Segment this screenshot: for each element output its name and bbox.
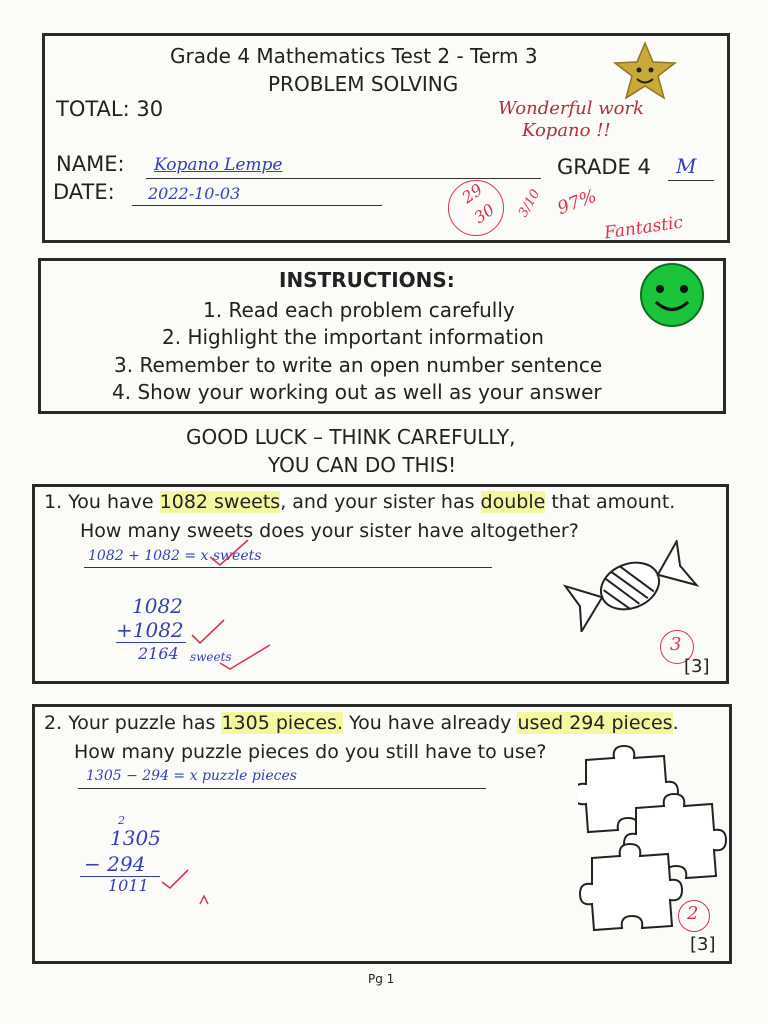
date-value: 2022-10-03 <box>148 184 241 203</box>
instruction-3: 3. Remember to write an open number sentence <box>114 353 603 377</box>
q1-work-unit: sweets <box>190 650 232 664</box>
grade-value: M <box>676 154 697 178</box>
q1-work-answer: 2164 <box>138 644 179 663</box>
q2-mark: 2 <box>687 903 699 924</box>
good-luck-line2: YOU CAN DO THIS! <box>268 453 457 477</box>
q2-text-line1: 2. Your puzzle has 1305 pieces. You have already used 294 pieces. <box>44 712 679 734</box>
q1-text-line1: 1. You have 1082 sweets, and your sister has double that amount. <box>44 491 676 513</box>
total-label: TOTAL: 30 <box>56 97 164 121</box>
name-label: NAME: <box>56 152 125 176</box>
name-underline <box>146 178 541 179</box>
star-sticker-icon <box>610 40 680 102</box>
mark-date: 3/10 <box>515 187 544 220</box>
q2-work-top: 1305 <box>110 826 161 850</box>
q1-answer-line <box>84 567 492 568</box>
date-label: DATE: <box>53 180 115 204</box>
q2-highlight-used: used 294 pieces <box>517 712 673 734</box>
q2-work-carry: 2 <box>118 814 125 827</box>
q1-max-mark: [3] <box>684 656 710 677</box>
test-subtitle: PROBLEM SOLVING <box>268 72 459 96</box>
q2-text-line2: How many puzzle pieces do you still have to use? <box>74 741 547 763</box>
q2-answer-line <box>78 788 486 789</box>
grade-underline <box>668 180 714 181</box>
q2-max-mark: [3] <box>690 934 716 955</box>
q1-work-top: 1082 <box>132 594 183 618</box>
smiley-icon <box>638 262 706 328</box>
good-luck-line1: GOOD LUCK – THINK CAREFULLY, <box>186 425 516 449</box>
teacher-comment-line1: Wonderful work <box>498 98 644 119</box>
test-title: Grade 4 Mathematics Test 2 - Term 3 <box>170 44 538 68</box>
candy-icon <box>560 540 700 632</box>
q2-highlight-pieces: 1305 pieces. <box>221 712 343 734</box>
instructions-heading: INSTRUCTIONS: <box>279 268 455 292</box>
score-total: 30 <box>470 199 498 228</box>
q1-highlight-sweets: 1082 sweets <box>159 491 281 513</box>
q2-work-mid: − 294 <box>84 852 146 876</box>
page-number: Pg 1 <box>368 972 395 986</box>
q1-work-mid: +1082 <box>116 618 184 642</box>
instruction-1: 1. Read each problem carefully <box>203 298 515 322</box>
q1-number-sentence: 1082 + 1082 = x sweets <box>88 548 262 564</box>
teacher-comment-line2: Kopano !! <box>522 120 611 141</box>
q1-text-line2: How many sweets does your sister have altogether? <box>80 520 579 542</box>
q2-number-sentence: 1305 − 294 = x puzzle pieces <box>86 768 297 784</box>
q1-mark: 3 <box>670 634 682 655</box>
instruction-4: 4. Show your working out as well as your answer <box>112 380 602 404</box>
percent: 97% <box>554 185 600 220</box>
q2-work-answer: 1011 <box>108 876 149 895</box>
score-value: 29 <box>458 179 486 208</box>
q1-highlight-double: double <box>480 491 546 513</box>
name-value: Kopano Lempe <box>154 155 283 175</box>
praise: Fantastic <box>602 212 685 244</box>
q1-tick-marks <box>190 535 280 675</box>
date-underline <box>132 205 382 206</box>
q1-work-rule <box>116 642 186 643</box>
instruction-2: 2. Highlight the important information <box>162 325 544 349</box>
grade-label: GRADE 4 <box>557 155 651 179</box>
q2-tick-marks <box>160 860 220 910</box>
